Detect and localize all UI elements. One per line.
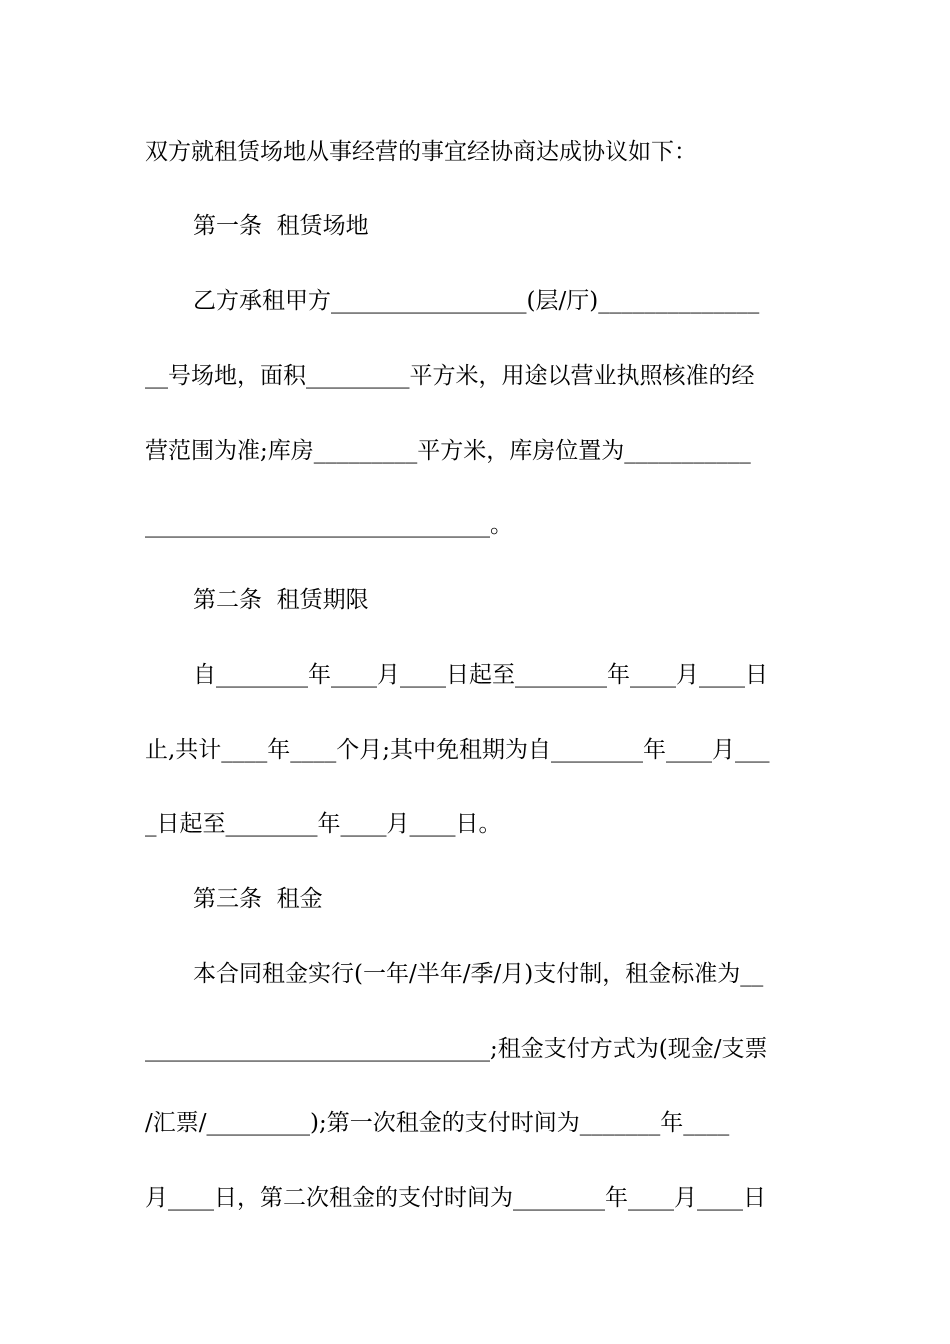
intro-paragraph: 双方就租赁场地从事经营的事宜经协商达成协议如下： — [145, 139, 697, 165]
article-3-line-4: 月____日，第二次租金的支付时间为________年____月____日 — [145, 1185, 766, 1211]
article-2-line-3: _日起至________年____月____日。 — [145, 811, 502, 837]
article-1-line-4: ______________________________。 — [145, 512, 513, 538]
article-1-line-2: __号场地，面积_________平方米，用途以营业执照核准的经 — [145, 363, 755, 389]
article-3-line-2: ______________________________;租金支付方式为(现金/支票 — [145, 1036, 768, 1062]
article-3-line-1: 本合同租金实行(一年/半年/季/月)支付制，租金标准为__ — [193, 961, 764, 987]
article-1-heading: 第一条 租赁场地 — [193, 213, 369, 239]
article-1-line-1: 乙方承租甲方_________________(层/厅)______________ — [193, 288, 760, 314]
article-3-line-3: /汇票/_________);第一次租金的支付时间为_______年____ — [145, 1110, 730, 1136]
article-3-heading: 第三条 租金 — [193, 886, 323, 912]
article-2-line-1: 自________年____月____日起至________年____月____日 — [193, 662, 768, 688]
article-2-heading: 第二条 租赁期限 — [193, 587, 369, 613]
article-1-line-3: 营范围为准;库房_________平方米，库房位置为___________ — [145, 438, 751, 464]
article-2-line-2: 止,共计____年____个月;其中免租期为自________年____月___ — [145, 737, 770, 763]
